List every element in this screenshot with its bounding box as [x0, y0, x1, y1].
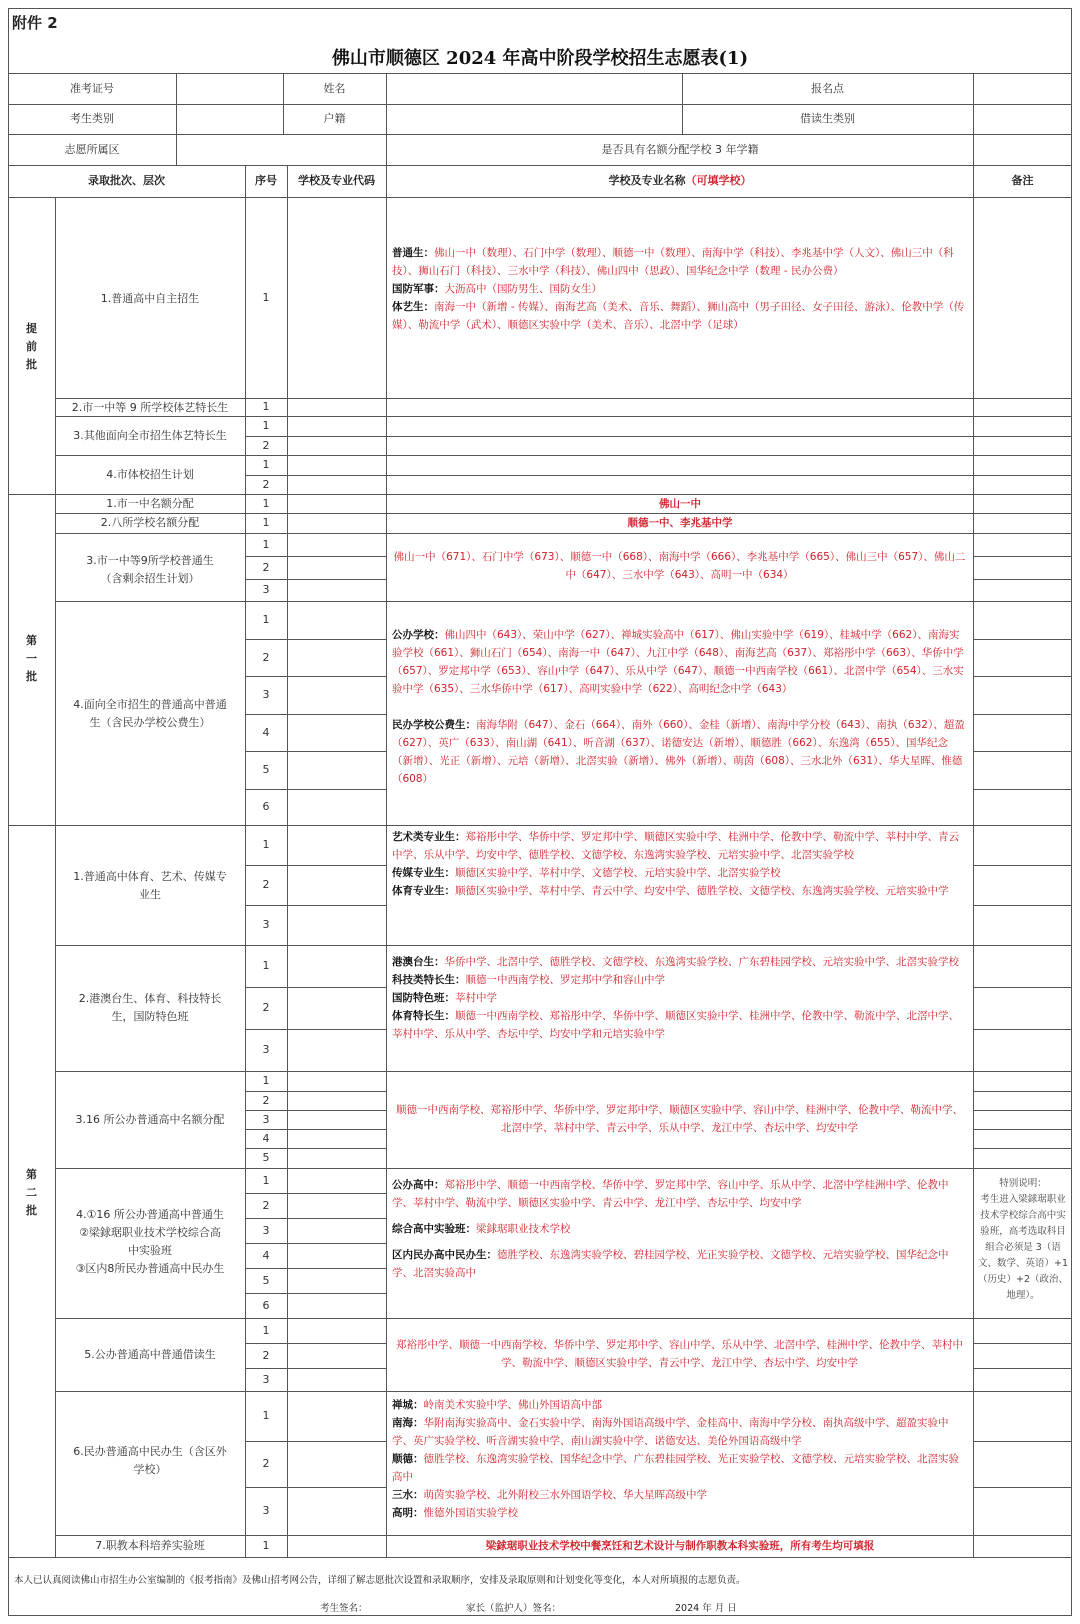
- label-reg-point: 报名点: [811, 82, 844, 95]
- code-input-cell[interactable]: [288, 579, 386, 601]
- code-input-cell[interactable]: [288, 494, 386, 513]
- content-second-7: 梁銶琚职业技术学校中餐烹饪和艺术设计与制作职教本科实验班，所有考生均可填报: [485, 1540, 875, 1552]
- code-input-cell[interactable]: [288, 676, 386, 714]
- col-code: 学校及专业代码: [298, 174, 375, 187]
- col-remark: 备注: [1011, 174, 1034, 187]
- content-second-4: 公办高中：郑裕彤中学、顺德一中西南学校、华侨中学、罗定邦中学、容山中学、乐从中学、北滘中学桂洲中学、伦教中学、莘村中学、勒流中学、顺德区实验中学、青云中学、龙江中学、杏坛中学、均安中学 综合高中实验班：梁銶琚职业技术学校 区内民办高中民办生：德胜学校、东逸湾实验学校、碧桂园学校、光正实验学校、文德学校、元培实验学校、国华纪念中学、北滘实验高中: [392, 1179, 949, 1279]
- code-input-cell[interactable]: [288, 1091, 386, 1110]
- code-input-cell[interactable]: [288, 1318, 386, 1343]
- label-district: 志愿所属区: [64, 143, 120, 156]
- sign-date: 2024 年 月 日: [675, 1603, 737, 1614]
- input-name[interactable]: [387, 74, 682, 104]
- section-label: 3.其他面向全市招生体艺特长生: [73, 429, 227, 442]
- code-input-cell[interactable]: [288, 197, 386, 398]
- seq-number: 2: [262, 438, 270, 452]
- seq-number: 4: [262, 1248, 270, 1262]
- seq-number: 1: [262, 400, 270, 413]
- code-input-cell[interactable]: [288, 1193, 386, 1218]
- code-input-cell[interactable]: [288, 475, 386, 494]
- code-input-cell[interactable]: [288, 533, 386, 556]
- seq-number: 3: [262, 1504, 270, 1517]
- seq-number: 1: [262, 458, 270, 471]
- batch-second: 第 二 批: [26, 1168, 37, 1217]
- section-label: 4.面向全市招生的普通高中普通 生（含民办学校公费生）: [73, 698, 227, 729]
- seq-number: 4: [262, 725, 270, 739]
- code-input-cell[interactable]: [288, 1487, 386, 1535]
- code-input-cell[interactable]: [288, 751, 386, 789]
- section-label: 4.市体校招生计划: [106, 468, 194, 481]
- label-candidate-type: 考生类别: [70, 112, 114, 125]
- seq-number: 2: [262, 1457, 270, 1470]
- seq-number: 5: [262, 763, 270, 776]
- content-second-5: 郑裕彤中学、顺德一中西南学校、华侨中学、罗定邦中学、容山中学、乐从中学、北滘中学、桂洲中学、伦教中学、莘村中学、勒流中学、顺德区实验中学、青云中学、龙江中学、杏坛中学、均安中学: [396, 1339, 963, 1369]
- code-input-cell[interactable]: [288, 945, 386, 987]
- code-input-cell[interactable]: [288, 1368, 386, 1391]
- input-quota3[interactable]: [974, 135, 1071, 165]
- code-input-cell[interactable]: [288, 1110, 386, 1129]
- seq-number: 3: [262, 1112, 270, 1126]
- col-name: 学校及专业名称（可填学校）: [608, 174, 752, 187]
- seq-number: 1: [262, 290, 270, 304]
- code-input-cell[interactable]: [288, 1029, 386, 1071]
- seq-number: 2: [262, 1348, 270, 1362]
- code-input-cell[interactable]: [288, 416, 386, 436]
- section-label: 1.普通高中体育、艺术、传媒专 业生: [73, 870, 227, 901]
- seq-number: 1: [262, 419, 270, 432]
- input-district[interactable]: [176, 135, 386, 165]
- code-input-cell[interactable]: [288, 398, 386, 416]
- section-label: 2.市一中等 9 所学校体艺特长生: [71, 401, 229, 414]
- code-input-cell[interactable]: [288, 1268, 386, 1293]
- content-first-1: 佛山一中: [659, 498, 701, 510]
- code-input-cell[interactable]: [288, 714, 386, 751]
- seq-number: 1: [262, 1173, 270, 1187]
- batch-early: 提 前 批: [26, 322, 37, 371]
- code-input-cell[interactable]: [288, 436, 386, 455]
- content-second-6: 禅城：岭南美术实验中学、佛山外国语高中部 南海：华附南海实验高中、金石实验中学、南海外国语高级中学、金桂高中、南海中学分校、南执高级中学、超盈实验中学、英广实验学校、听音湖实验中学、南山湖实验中学、诺德安达、美伦外国语高级中学 顺德：德胜学校、东逸湾实验学校、国华纪念中学、广东碧桂园学校、光正实验学校、文德学校、元培实验学校、北滘实验高中 三水：萌茵实验学校、北外附校三水外国语学校、华大星晖高级中学 高明：惟德外国语实验学校: [392, 1399, 959, 1519]
- section-label: 6.民办普通高中民办生（含区外 学校）: [73, 1445, 227, 1476]
- seq-number: 2: [262, 1198, 270, 1212]
- code-input-cell[interactable]: [288, 1148, 386, 1168]
- seq-number: 1: [262, 496, 270, 510]
- code-input-cell[interactable]: [288, 1218, 386, 1243]
- seq-number: 6: [262, 800, 270, 813]
- code-input-cell[interactable]: [288, 1071, 386, 1091]
- input-reg-point[interactable]: [974, 74, 1071, 104]
- seq-number: 3: [262, 583, 270, 596]
- code-input-cell[interactable]: [288, 455, 386, 475]
- footer-statement: 本人已认真阅读佛山市招生办公室编制的《报考指南》及佛山招考网公告，详细了解志愿批次设置和录取顺序，安排及录取原则和计划变化等变化，本人对所填报的志愿负责。: [14, 1575, 746, 1586]
- seq-number: 2: [262, 878, 270, 891]
- section-label: 3.市一中等9所学校普通生 （含剩余招生计划）: [86, 554, 214, 585]
- input-candidate-type[interactable]: [176, 105, 283, 134]
- seq-number: 1: [262, 516, 270, 529]
- code-input-cell[interactable]: [288, 1391, 386, 1441]
- code-input-cell[interactable]: [288, 1441, 386, 1487]
- code-input-cell[interactable]: [288, 556, 386, 579]
- seq-number: 1: [262, 1409, 270, 1422]
- seq-number: 3: [262, 918, 270, 931]
- seq-number: 1: [262, 1539, 270, 1552]
- section-label: 2.港澳台生、体育、科技特长 生，国防特色班: [78, 992, 222, 1023]
- input-boarding-type[interactable]: [974, 105, 1071, 134]
- sign-student[interactable]: 考生签名：: [320, 1603, 368, 1614]
- seq-number: 1: [262, 1323, 270, 1337]
- seq-number: 2: [262, 1001, 270, 1014]
- label-boarding-type: 借读生类别: [800, 112, 855, 125]
- sign-parent[interactable]: 家长（监护人）签名：: [466, 1603, 562, 1614]
- code-input-cell[interactable]: [288, 1343, 386, 1368]
- seq-number: 4: [262, 1131, 270, 1145]
- label-name: 姓名: [323, 82, 346, 95]
- seq-number: 2: [262, 650, 270, 664]
- label-exam-no: 准考证号: [70, 82, 114, 95]
- col-batch: 录取批次、层次: [88, 174, 165, 187]
- seq-number: 1: [262, 537, 270, 551]
- code-input-cell[interactable]: [288, 639, 386, 676]
- content-early-1: 普通生：佛山一中（数理）、石门中学（数理）、顺德一中（数理）、南海中学（科技）、李兆基中学（人文）、佛山三中（科技）、狮山石门（科技）、三水中学（科技）、佛山四中（思政）、国华纪念中学（数理 - 民办公费） 国防军事：大沥高中（国防男生、国防女生） 体艺生：南海一中（新增 - 传媒）、南海艺高（美术、音乐、舞蹈）、狮山高中（男子田径、女子田径、游泳）、伦教中学（传媒）、勒流中学（武术）、顺德区实验中学（美术、音乐）、北滘中学（足球）: [392, 247, 965, 331]
- special-note: 特别说明： 考生进入梁銶琚职业技术学校综合高中实验班，高考选取科目组合必须是 3（语文、数学、英语）+1（历史）+2（政治、地理）。: [978, 1178, 1069, 1301]
- section-label: 3.16 所公办普通高中名额分配: [75, 1113, 225, 1126]
- section-label: 1.市一中名额分配: [106, 497, 194, 510]
- code-input-cell[interactable]: [288, 1129, 386, 1148]
- seq-number: 2: [262, 477, 270, 491]
- seq-number: 3: [262, 1372, 270, 1386]
- code-input-cell[interactable]: [288, 987, 386, 1029]
- seq-number: 1: [262, 838, 270, 851]
- seq-number: 2: [262, 1093, 270, 1107]
- col-seq: 序号: [255, 174, 277, 187]
- code-input-cell[interactable]: [288, 1535, 386, 1557]
- code-input-cell[interactable]: [288, 1243, 386, 1268]
- seq-number: 3: [262, 1223, 270, 1237]
- section-label: 1.普通高中自主招生: [100, 292, 200, 305]
- content-first-3: 佛山一中（671）、石门中学（673）、顺德一中（668）、南海中学（666）、李兆基中学（665）、佛山三中（657）、佛山二中（647）、三水中学（643）、高明一中（634）: [393, 551, 966, 581]
- input-hukou[interactable]: [387, 105, 682, 134]
- label-quota3: 是否具有名额分配学校 3 年学籍: [601, 143, 759, 156]
- seq-number: 3: [262, 1043, 270, 1056]
- code-input-cell[interactable]: [288, 1168, 386, 1193]
- label-hukou: 户籍: [323, 112, 346, 125]
- seq-number: 6: [262, 1298, 270, 1312]
- form-title: 佛山市顺德区 2024 年高中阶段学校招生志愿表(1): [331, 48, 749, 69]
- code-input-cell[interactable]: [288, 865, 386, 905]
- code-input-cell[interactable]: [288, 1293, 386, 1318]
- input-exam-no[interactable]: [176, 74, 283, 104]
- attachment-label: 附件 2: [12, 14, 58, 32]
- section-label: 2.八所学校名额分配: [100, 516, 200, 529]
- seq-number: 3: [262, 688, 270, 701]
- seq-number: 5: [262, 1273, 270, 1287]
- seq-number: 1: [262, 613, 270, 626]
- code-input-cell[interactable]: [288, 905, 386, 945]
- code-input-cell[interactable]: [288, 513, 386, 533]
- content-second-2: 港澳台生：华侨中学、北滘中学、德胜学校、文德学校、东逸湾实验学校、广东碧桂园学校、元培实验中学、北滘实验学校 科技类特长生：顺德一中西南学校、罗定邦中学和容山中学 国防特色班：莘村中学 体育特长生：顺德一中西南学校、郑裕彤中学、华侨中学、顺德区实验中学、桂洲中学、伦教中学、勒流中学、北滘中学、莘村中学、乐从中学、杏坛中学、均安中学和元培实验中学: [392, 956, 959, 1040]
- seq-number: 5: [262, 1151, 270, 1164]
- seq-number: 1: [262, 959, 270, 972]
- batch-first: 第 一 批: [26, 634, 37, 683]
- content-first-4: 公办学校：佛山四中（643）、荣山中学（627）、禅城实验高中（617）、佛山实验中学（619）、桂城中学（662）、南海实验学校（661）、狮山石门（654）、南海一中（647）、九江中学（648）、南海艺高（637）、郑裕彤中学（663）、华侨中学（657）、罗定邦中学（653）、容山中学（647）、乐从中学（647）、顺德一中西南学校（661）、北滘中学（654）、三水实验中学（635）、三水华侨中学（617）、高明实验中学（622）、高明纪念中学（643） 民办学校公费生：南海华附（647）、金石（664）、南外（660）、金桂（新增）、南海中学分校（643）、南执（632）、超盈（627）、英广（633）、南山湖（641）、听音湖（637）、诺德安达（新增）、顺德胜（662）、东逸湾（655）、国华纪念（新增）、光正（新增）、元培（新增）、北滘实验（新增）、佛外（新增）、萌茵（608）、三水北外（631）、华大星晖、惟德（608）: [392, 629, 965, 785]
- code-input-cell[interactable]: [288, 789, 386, 825]
- code-input-cell[interactable]: [288, 601, 386, 639]
- section-label: 4.①16 所公办普通高中普通生 ②梁銶琚职业技术学校综合高 中实验班 ③区内8所民办普通高中民办生: [75, 1208, 225, 1275]
- content-second-3: 顺德一中西南学校、郑裕彤中学、华侨中学、罗定邦中学、顺德区实验中学、容山中学、桂洲中学、伦教中学、勒流中学、北滘中学、莘村中学、青云中学、乐从中学、龙江中学、杏坛中学、均安中学: [396, 1104, 963, 1134]
- section-label: 7.职教本科培养实验班: [95, 1539, 205, 1552]
- seq-number: 1: [262, 1074, 270, 1087]
- section-label: 5.公办普通高中普通借读生: [84, 1348, 216, 1361]
- content-first-2: 顺德一中、李兆基中学: [627, 517, 733, 529]
- seq-number: 2: [262, 560, 270, 574]
- content-second-1: 艺术类专业生：郑裕彤中学、华侨中学、罗定邦中学、顺德区实验中学、桂洲中学、伦教中学、勒流中学、莘村中学、青云中学、乐从中学、均安中学、德胜学校、文德学校、东逸湾实验学校、元培实验中学、北滘实验学校 传媒专业生：顺德区实验中学、莘村中学、文德学校、元培实验中学、北滘实验学校 体育专业生：顺德区实验中学、莘村中学、青云中学、均安中学、德胜学校、文德学校、东逸湾实验学校、元培实验中学: [392, 831, 959, 897]
- code-input-cell[interactable]: [288, 825, 386, 865]
